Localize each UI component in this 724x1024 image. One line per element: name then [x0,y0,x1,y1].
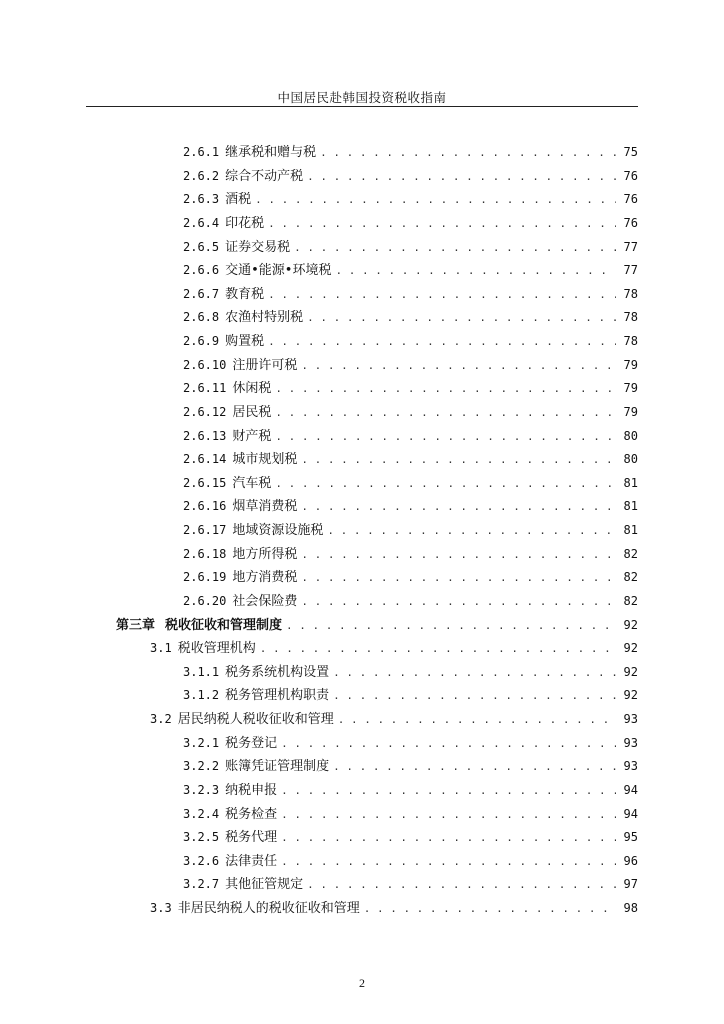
toc-entry-number: 2.6.13 [183,428,227,443]
toc-entry-number: 3.1.2 [183,688,220,703]
toc-entry-page: 81 [623,499,638,514]
toc-entry-page: 82 [623,593,638,608]
toc-entry-page: 92 [623,641,638,656]
dot-leader [364,897,616,921]
toc-entry[interactable] [0,141,638,165]
dot-leader [294,236,616,260]
toc-entry-title: 农渔村特别税 [225,310,304,326]
toc-entry[interactable] [0,495,638,519]
toc-entry-number: 2.6.3 [183,192,220,207]
dot-leader [307,873,616,897]
toc-entry-title: 汽车税 [232,475,272,491]
toc-entry-title: 购置税 [225,334,265,349]
toc-entry-number: 2.6.18 [183,546,227,561]
toc-entry-page: 93 [623,735,638,750]
toc-entry-page: 76 [623,168,638,183]
toc-entry-title: 地域资源设施税 [232,523,324,538]
toc-entry-number: 3.3 [150,901,172,915]
dot-leader [281,850,616,874]
toc-entry-number: 3.2.7 [183,877,220,892]
toc-entry-title: 继承税和赠与税 [225,145,317,160]
toc-entry-page: 76 [623,215,638,230]
toc-entry[interactable] [0,566,638,590]
toc-entry-title: 法律责任 [225,853,278,869]
toc-entry[interactable] [0,826,638,850]
toc-entry-title: 酒税 [225,192,252,208]
dot-leader [301,354,616,378]
toc-entry[interactable] [0,519,638,543]
dot-leader [333,755,616,779]
toc-entry-number: 2.6.15 [183,475,227,490]
toc-entry-title: 税务系统机构设置 [225,664,330,680]
toc-entry-title: 社会保险费 [232,593,298,609]
dot-leader [275,401,616,425]
toc-entry[interactable] [0,236,638,260]
toc-entry-title: 教育税 [225,286,265,302]
toc-entry[interactable] [0,779,638,803]
toc-entry-page: 92 [623,688,638,703]
dot-leader [307,165,616,189]
dot-leader [333,661,616,685]
toc-entry-page: 97 [623,877,638,892]
toc-entry[interactable] [0,661,638,685]
toc-entry-number: 2.6.20 [183,593,227,608]
toc-entry-title: 交通•能源•环境税 [225,263,332,279]
toc-entry-title: 印花税 [225,215,265,231]
toc-entry-page: 96 [623,853,638,868]
toc-entry-number: 2.6.8 [183,310,220,325]
toc-entry-page: 78 [623,286,638,301]
toc-entry-number: 3.2.1 [183,735,220,750]
toc-entry-page: 98 [623,901,638,915]
dot-leader [320,141,616,165]
toc-entry[interactable] [0,850,638,874]
header-divider [86,106,638,107]
toc-entry-page: 92 [623,617,638,632]
toc-entry-page: 93 [623,712,638,726]
dot-leader [301,590,616,614]
toc-entry-title: 税收管理机构 [177,641,256,657]
toc-entry[interactable] [0,873,638,897]
toc-entry[interactable] [0,401,638,425]
dot-leader [301,495,616,519]
dot-leader [275,472,616,496]
dot-leader [281,779,616,803]
toc-entry-number: 3.2.3 [183,782,220,797]
toc-entry-page: 80 [623,428,638,443]
dot-leader [268,330,616,354]
toc-entry-number: 2.6.1 [183,145,220,159]
toc-entry-page: 76 [623,192,638,207]
toc-entry-number: 2.6.17 [183,523,227,537]
toc-entry-number: 3.2.6 [183,853,220,868]
toc-entry[interactable] [0,708,638,732]
toc-entry[interactable] [0,212,638,236]
toc-entry-title: 居民纳税人税收征收和管理 [177,712,334,727]
toc-entry-page: 80 [623,452,638,467]
toc-entry[interactable] [0,283,638,307]
toc-entry-number: 3.1.1 [183,664,220,679]
dot-leader [281,803,616,827]
toc-entry-title: 税务管理机构职责 [225,688,330,704]
toc-entry-page: 94 [623,782,638,797]
dot-leader [281,826,616,850]
toc-entry-page: 77 [623,263,638,278]
page-number: 2 [359,976,365,990]
toc-entry-number: 2.6.6 [183,263,220,278]
toc-entry-page: 78 [623,334,638,348]
dot-leader [255,188,616,212]
toc-entry-title: 纳税申报 [225,782,278,798]
toc-entry-title: 税务登记 [225,735,278,751]
dot-leader [275,425,616,449]
toc-entry-page: 93 [623,759,638,774]
toc-entry-number: 2.6.11 [183,381,227,396]
dot-leader [268,212,616,236]
dot-leader [268,283,616,307]
toc-entry-page: 75 [623,145,638,159]
dot-leader [307,306,616,330]
toc-entry-page: 95 [623,830,638,845]
toc-entry[interactable] [0,165,638,189]
dot-leader [301,543,616,567]
toc-entry-title: 税收征收和管理制度 [165,617,283,633]
toc-entry-number: 3.2.5 [183,830,220,845]
toc-entry-number: 2.6.7 [183,286,220,301]
toc-entry-number: 2.6.9 [183,334,220,348]
toc-entry-page: 79 [623,381,638,396]
dot-leader [275,377,616,401]
toc-entry-page: 77 [623,239,638,254]
toc-entry[interactable] [0,684,638,708]
toc-entry[interactable] [0,354,638,378]
toc-entry[interactable] [0,897,638,921]
toc-entry[interactable] [0,377,638,401]
toc-entry-page: 92 [623,664,638,679]
table-of-contents [0,141,724,921]
toc-entry-page: 94 [623,806,638,821]
toc-entry-title: 税务检查 [225,806,278,822]
toc-entry[interactable] [0,637,638,661]
toc-entry-number: 第三章 [116,617,156,633]
toc-entry-title: 地方所得税 [232,546,298,562]
dot-leader [338,708,616,732]
toc-entry[interactable] [0,259,638,283]
dot-leader [327,519,616,543]
toc-entry-page: 81 [623,475,638,490]
toc-entry-number: 2.6.4 [183,215,220,230]
dot-leader [333,684,616,708]
toc-entry-number: 2.6.5 [183,239,220,254]
toc-entry[interactable] [0,306,638,330]
toc-entry[interactable] [0,425,638,449]
toc-entry-number: 2.6.14 [183,452,227,467]
toc-entry-title: 综合不动产税 [225,168,304,184]
toc-entry-title: 账簿凭证管理制度 [225,759,330,775]
toc-entry[interactable] [0,614,638,638]
toc-entry-title: 财产税 [232,428,272,444]
toc-entry-title: 其他征管规定 [225,877,304,893]
toc-entry-number: 2.6.10 [183,357,227,372]
toc-entry[interactable] [0,448,638,472]
toc-entry[interactable] [0,732,638,756]
toc-entry-page: 82 [623,570,638,585]
running-header: 中国居民赴韩国投资税收指南 [277,90,447,105]
toc-entry-number: 2.6.12 [183,404,227,419]
toc-entry-title: 城市规划税 [232,452,298,468]
toc-entry-title: 休闲税 [232,381,272,397]
toc-entry[interactable] [0,472,638,496]
toc-entry[interactable] [0,590,638,614]
toc-entry-page: 82 [623,546,638,561]
toc-entry-number: 3.2.4 [183,806,220,821]
dot-leader [335,259,616,283]
toc-entry-page: 79 [623,404,638,419]
toc-entry-title: 非居民纳税人的税收征收和管理 [177,901,360,916]
toc-entry-title: 烟草消费税 [232,499,298,515]
toc-entry[interactable] [0,330,638,354]
toc-entry[interactable] [0,755,638,779]
toc-entry-title: 税务代理 [225,830,278,846]
dot-leader [301,566,616,590]
toc-entry-page: 81 [623,523,638,537]
toc-entry-title: 地方消费税 [232,570,298,586]
toc-entry-number: 3.1 [150,641,172,656]
toc-entry-number: 2.6.19 [183,570,227,585]
toc-entry-number: 3.2.2 [183,759,220,774]
dot-leader [281,732,616,756]
toc-entry[interactable] [0,803,638,827]
toc-entry[interactable] [0,188,638,212]
toc-entry[interactable] [0,543,638,567]
toc-entry-number: 2.6.2 [183,168,220,183]
dot-leader [260,637,616,661]
dot-leader [286,614,616,638]
dot-leader [301,448,616,472]
toc-entry-title: 居民税 [232,404,272,420]
toc-entry-number: 3.2 [150,712,172,726]
toc-entry-page: 79 [623,357,638,372]
toc-entry-title: 证券交易税 [225,239,291,255]
toc-entry-page: 78 [623,310,638,325]
toc-entry-title: 注册许可税 [232,357,298,373]
toc-entry-number: 2.6.16 [183,499,227,514]
